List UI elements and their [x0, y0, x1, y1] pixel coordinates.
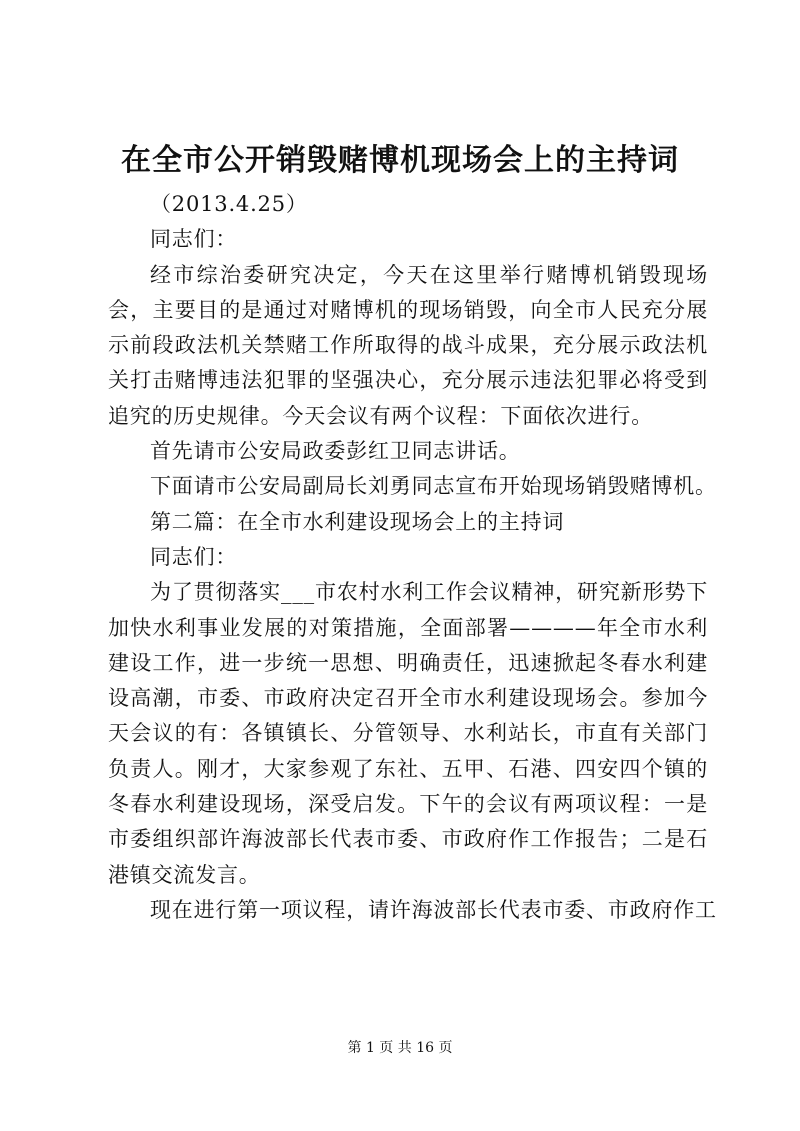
paragraph: 首先请市公安局政委彭红卫同志讲话。 — [150, 439, 521, 464]
salutation: 同志们： — [150, 544, 238, 569]
paragraph: 现在进行第一项议程，请许海波部长代表市委、市政府作工 — [150, 897, 717, 922]
page-footer: 第 1 页 共 16 页 — [347, 1040, 453, 1056]
date-line: （2013.4.25） — [150, 192, 308, 216]
document-title: 在全市公开销毁赌博机现场会上的主持词 — [121, 143, 679, 178]
document-body — [108, 187, 717, 928]
salutation: 同志们： — [150, 227, 238, 252]
paragraph: 为了贯彻落实___市农村水利工作会议精神，研究新形势下加快水利事业发展的对策措施，全面部署————年全市水利建设工作，进一步统一思想、明确责任，迅速掀起冬春水利建设高潮，市委、市政府决定召开全市水利建设现场会。参加今天会议的有：各镇镇长、分管领导、水利站长，市直有关部门负责人。刚才，大家参观了东社、五甲、石港、四安四个镇的冬春水利建设现场，深受启发。下午的会议有两项议程：一是市委组织部许海波部长代表市委、市政府作工作报告；二是石港镇交流发言。 — [108, 580, 708, 887]
paragraph: 经市综治委研究决定，今天在这里举行赌博机销毁现场会，主要目的是通过对赌博机的现场销毁，向全市人民充分展示前段政法机关禁赌工作所取得的战斗成果，充分展示政法机关打击赌博违法犯罪的坚强决心，充分展示违法犯罪必将受到追究的历史规律。今天会议有两个议程：下面依次进行。 — [108, 262, 708, 428]
section-heading: 第二篇：在全市水利建设现场会上的主持词 — [150, 509, 565, 534]
paragraph: 下面请市公安局副局长刘勇同志宣布开始现场销毁赌博机。 — [150, 474, 717, 499]
